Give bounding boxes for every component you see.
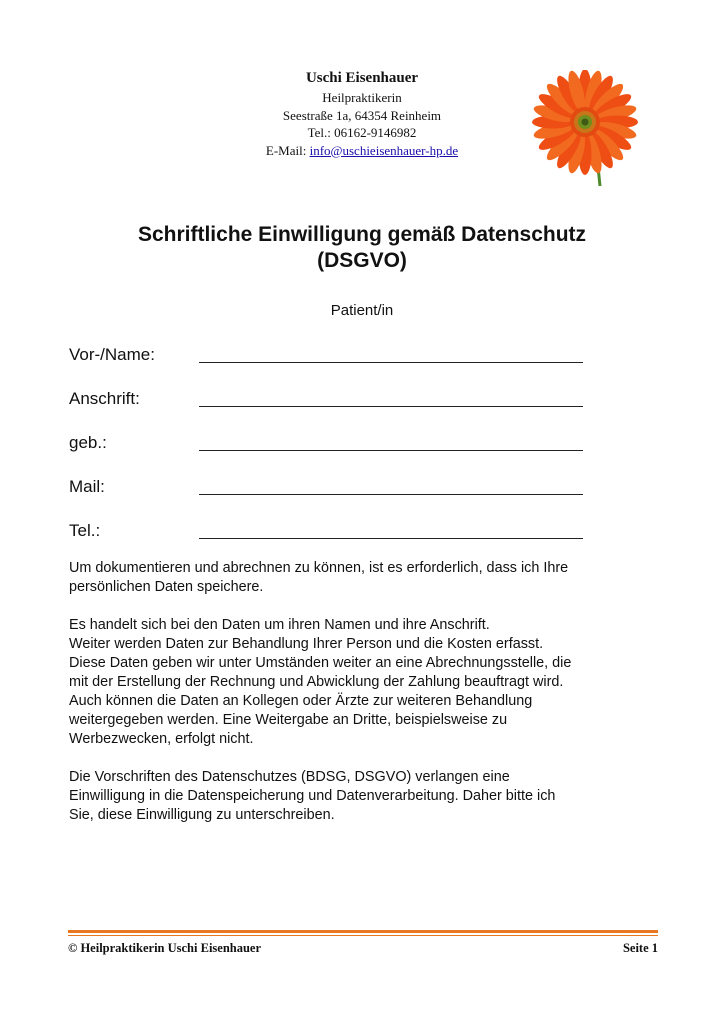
field-phone [69, 521, 589, 543]
footer-rule [68, 930, 658, 933]
paragraph: Es handelt sich bei den Daten um ihren Namen und ihre Anschrift. Weiter werden Daten zur Behandlung Ihrer Person und die Kosten erfasst. Diese Daten geben wir unter Umständen weiter an eine Abrechnungsstelle, die mit der Erstellung der Rechnung und Abwicklung der Zahlung beauftragt wird. Auch können die Daten an Kollegen oder Ärzte zur weiteren Behandlung weitergegeben werden. Eine Weitergabe an Dritte, beispielsweise zu Werbezwecken, erfolgt nicht. [69, 617, 572, 747]
profession: Heilpraktikerin [322, 90, 402, 105]
field-label: Mail: [69, 477, 105, 496]
title-line-2: (DSGVO) [317, 249, 407, 272]
field-label: Anschrift: [69, 389, 140, 408]
consent-text [69, 559, 659, 844]
field-mail [69, 477, 589, 499]
paragraph: Um dokumentieren und abrechnen zu können, ist es erforderlich, dass ich Ihre persönlichen Daten speichere. [69, 560, 569, 595]
field-label: Vor-/Name: [69, 345, 155, 364]
subtitle: Patient/in [330, 302, 394, 319]
paragraph: Die Vorschriften des Datenschutzes (BDSG, DSGVO) verlangen eine Einwilligung in die Datenspeicherung und Datenverarbeitung. Daher bitte ich Sie, diese Einwilligung zu unterschreiben. [69, 769, 556, 823]
fill-line[interactable] [199, 362, 583, 363]
page-number: Seite 1 [622, 941, 658, 955]
field-birthdate [69, 433, 589, 455]
footer [68, 941, 658, 956]
fill-line[interactable] [199, 450, 583, 451]
email-link[interactable]: info@uschieisenhauer-hp.de [309, 142, 459, 158]
title-line-1: Schriftliche Einwilligung gemäß Datenschutz [137, 223, 587, 246]
address: Seestraße 1a, 64354 Reinheim [282, 107, 442, 123]
phone: Tel.: 06162-9146982 [307, 125, 417, 140]
field-name [69, 345, 589, 367]
gerbera-flower-icon [528, 70, 646, 188]
field-label: geb.: [69, 433, 107, 452]
fill-line[interactable] [199, 538, 583, 539]
practitioner-name: Uschi Eisenhauer [305, 70, 419, 86]
fill-line[interactable] [199, 406, 583, 407]
fill-line[interactable] [199, 494, 583, 495]
footer-copyright: © Heilpraktikerin Uschi Eisenhauer [68, 941, 262, 955]
field-address [69, 389, 589, 411]
email-label: E-Mail: [265, 142, 310, 158]
document-title [0, 222, 724, 274]
field-label: Tel.: [69, 521, 101, 540]
footer-rule-thin [68, 935, 658, 936]
